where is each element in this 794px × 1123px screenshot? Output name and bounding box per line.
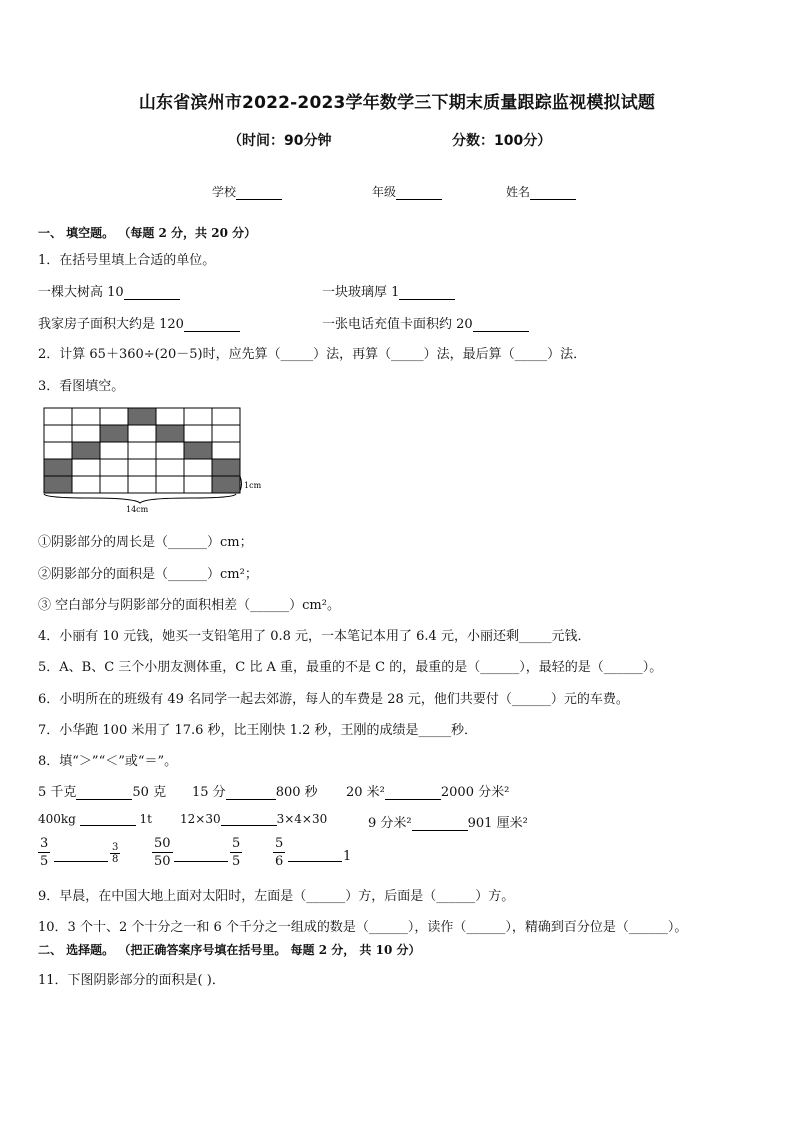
q1-d-blank [473,318,529,332]
fraction-5-5 [230,835,242,870]
name-blank [530,187,576,200]
q3-sub-3: ③ 空白部分与阴影部分的面积相差（______）cm²。 [38,598,340,613]
grid-cell [156,408,184,425]
grid-cell [72,408,100,425]
grid-cell [128,459,156,476]
grid-cell [100,442,128,459]
grid-cell [128,476,156,493]
fraction-5-6 [273,835,285,870]
fraction-3-5 [38,835,50,870]
grid-cell [212,408,240,425]
grid-cell [184,459,212,476]
score-label: 分数：100分） [452,133,552,149]
q8-r2-c-right: 901 厘米² [467,816,528,831]
grid-figure [40,404,280,516]
fraction-denominator: 5 [40,854,49,869]
q8-r1-a-blank [76,786,132,800]
q8-r2-a-left: 400kg [38,812,76,826]
question-4: 4．小丽有 10 元钱，她买一支铅笔用了 0.8 元，一本笔记本用了 6.4 元，小丽还剩_____元钱． [38,629,591,644]
height-label: 1cm [244,481,262,490]
q8-r1-c-left: 20 米² [346,785,385,800]
q8-r2-a [38,812,152,826]
grid-cell [184,408,212,425]
q8-r3-b-blank [174,861,228,862]
shaded-cell [212,476,240,493]
grid-cell [100,408,128,425]
fraction-50-50 [152,835,173,870]
q8-r2-b-blank [221,812,277,826]
fraction-denominator: 5 [232,854,241,869]
q8-r3-c-blank [288,861,342,862]
fraction-numerator: 3 [40,836,49,851]
q8-r1-a-right: 50 克 [132,785,167,800]
q8-one: 1 [343,849,352,864]
grid-cell [212,442,240,459]
question-11: 11．下图阴影部分的面积是( )． [38,973,225,988]
page-title: 山东省滨州市2022-2023学年数学三下期末质量跟踪监视模拟试题 [138,93,656,113]
grid-cell [44,425,72,442]
q8-r1-b-blank [226,786,276,800]
q8-r2-b-left: 12×30 [180,812,221,826]
q8-r1-c-right: 2000 分米² [440,785,510,800]
q8-r1-b [192,781,318,800]
width-brace [44,494,236,503]
q1-b-blank [399,286,455,300]
grid-cell [184,425,212,442]
time-label: （时间：90分钟 [228,133,332,149]
q8-r2-b [180,812,327,826]
q8-r2-c [368,812,528,831]
shaded-cell [44,476,72,493]
q1-item-c [38,313,240,332]
question-5: 5．A、B、C 三个小朋友测体重，C 比 A 重，最重的不是 C 的，最重的是（______），最轻的是（______）。 [38,660,663,675]
question-9: 9．早晨，在中国大地上面对太阳时，左面是（______）方，后面是（______）方。 [38,889,515,904]
shaded-cell [212,459,240,476]
q1-item-b [322,281,455,300]
name-label: 姓名 [506,185,531,199]
grid-cell [44,442,72,459]
q8-r1-a-left: 5 千克 [38,785,77,800]
question-3: 3．看图填空。 [38,379,125,394]
question-7: 7．小华跑 100 米用了 17.6 秒，比王刚快 1.2 秒，王刚的成绩是_____秒． [38,723,477,738]
fraction-denominator: 6 [275,854,284,869]
grid-cell [128,442,156,459]
q8-r3-a-blank [54,861,108,862]
q8-r1-a [38,781,166,800]
fraction-numerator: 5 [275,836,284,851]
grid-cell [156,476,184,493]
school-blank [236,187,282,200]
q1-a-text: 一棵大树高 10 [38,285,124,300]
q3-sub-2: ②阴影部分的面积是（______）cm²； [38,567,258,582]
section-2-heading: 二、 选择题。 （把正确答案序号填在括号里。 每题 2 分， 共 10 分） [38,943,421,957]
question-6: 6．小明所在的班级有 49 名同学一起去郊游，每人的车费是 28 元，他们共要付（______）元的车费。 [38,692,629,707]
fraction-denominator: 50 [154,854,171,869]
grade-field [372,183,442,200]
grid-cell [156,459,184,476]
school-label: 学校 [212,185,237,199]
grade-blank [396,187,442,200]
question-8: 8．填“＞”“＜”或“＝”。 [38,754,178,769]
question-2: 2．计算 65＋360÷(20－5)时，应先算（_____）法，再算（_____）法，最后算（_____）法． [38,347,587,362]
grid-cell [184,476,212,493]
shaded-cell [128,408,156,425]
q8-r2-a-blank [80,812,136,826]
shaded-cell [156,425,184,442]
q1-c-blank [184,318,240,332]
shaded-cell [44,459,72,476]
q8-r1-b-right: 800 秒 [275,785,318,800]
q8-r1-c [346,781,509,800]
q1-item-a [38,281,180,300]
q8-r1-b-left: 15 分 [192,785,226,800]
fraction-3-8 [110,842,120,865]
q1-item-d [322,313,529,332]
q1-d-text: 一张电话充值卡面积约 20 [322,317,473,332]
grid-cell [128,425,156,442]
grid-cell [156,442,184,459]
fraction-numerator: 5 [232,836,241,851]
shaded-cell [72,442,100,459]
q8-r1-c-blank [385,786,441,800]
school-field [212,183,282,200]
q1-c-text: 我家房子面积大约是 120 [38,317,184,332]
grid-cell [212,425,240,442]
name-field [506,183,576,200]
question-1: 1．在括号里填上合适的单位。 [38,253,216,268]
width-label: 14cm [126,505,149,514]
grid-cell [100,459,128,476]
q8-r2-c-blank [412,817,468,831]
grid-cell [72,459,100,476]
fraction-denominator: 8 [112,854,119,865]
grid-cell [100,476,128,493]
fraction-numerator: 3 [112,842,119,853]
q3-sub-1: ①阴影部分的周长是（______）cm； [38,535,253,550]
grade-label: 年级 [372,185,397,199]
grid-cell [72,425,100,442]
q1-b-text: 一块玻璃厚 1 [322,285,400,300]
grid-cell [44,408,72,425]
grid-cell [72,476,100,493]
q8-r2-b-right: 3×4×30 [276,812,328,826]
shaded-cell [100,425,128,442]
shaded-cell [184,442,212,459]
q8-r2-a-right: 1t [139,812,152,826]
grid-cells [44,408,240,493]
question-10: 10．3 个十、2 个十分之一和 6 个千分之一组成的数是（______），读作（______），精确到百分位是（______）。 [38,920,688,935]
section-1-heading: 一、 填空题。 （每题 2 分，共 20 分） [38,226,257,240]
q1-a-blank [124,286,180,300]
fraction-numerator: 50 [154,836,171,851]
q8-r2-c-left: 9 分米² [368,816,412,831]
